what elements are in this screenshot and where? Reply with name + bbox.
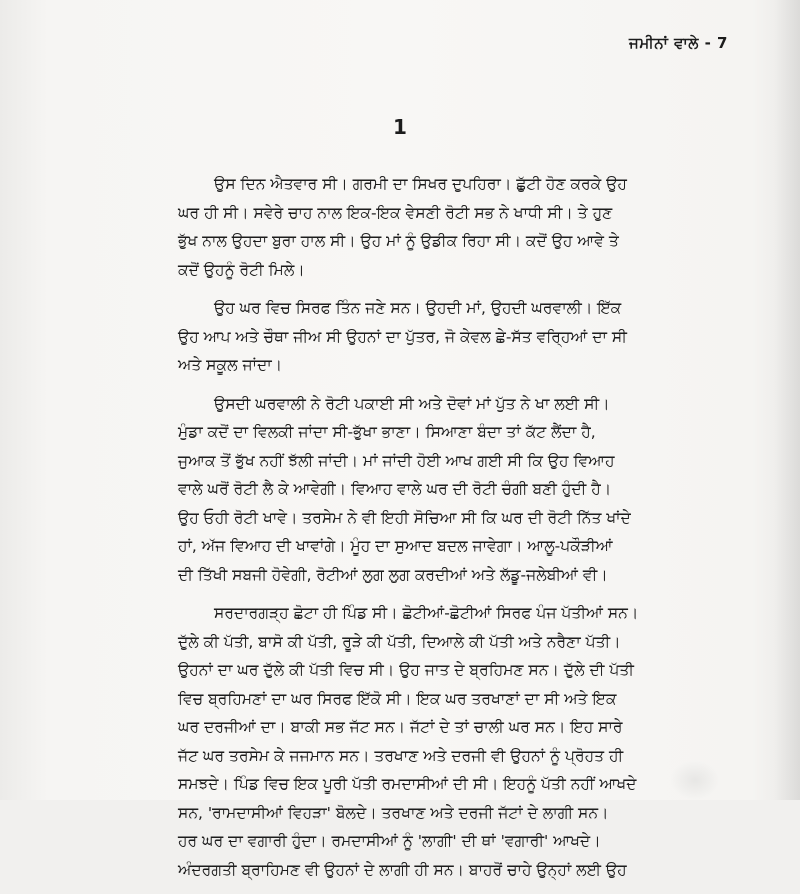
text-line: ਅਤੇ ਸਕੂਲ ਜਾਂਦਾ। — [178, 356, 283, 374]
text-line: ਘਰ ਦਰਜੀਆਂ ਦਾ। ਬਾਕੀ ਸਭ ਜੱਟ ਸਨ। ਜੱਟਾਂ ਦੇ ਤਾਂ ਚਾਲੀ ਘਰ ਸਨ। ਇਹ ਸਾਰੇ — [178, 718, 623, 736]
chapter-number: 1 — [393, 115, 407, 139]
text-line: ਦੁੱਲੇ ਕੀ ਪੱਤੀ, ਬਾਸੋ ਕੀ ਪੱਤੀ, ਰੂੜੇ ਕੀ ਪੱਤੀ, ਦਿਆਲੇ ਕੀ ਪੱਤੀ ਅਤੇ ਨਰੈਣਾ ਪੱਤੀ। — [178, 632, 621, 651]
text-line: ਮੁੰਡਾ ਕਦੋਂ ਦਾ ਵਿਲਕੀ ਜਾਂਦਾ ਸੀ-ਭੁੱਖਾ ਭਾਣਾ। ਸਿਆਣਾ ਬੰਦਾ ਤਾਂ ਕੱਟ ਲੈਂਦਾ ਹੈ, — [178, 423, 596, 441]
text-line: ਉਹਨਾਂ ਦਾ ਘਰ ਦੁੱਲੇ ਕੀ ਪੱਤੀ ਵਿਚ ਸੀ। ਉਹ ਜਾਤ ਦੇ ਬ੍ਰਹਿਮਣ ਸਨ। ਦੁੱਲੇ ਦੀ ਪੱਤੀ — [178, 661, 634, 679]
text-line: ਹਰ ਘਰ ਦਾ ਵਗਾਰੀ ਹੁੰਦਾ। ਰਮਦਾਸੀਆਂ ਨੂੰ 'ਲਾਗੀ' ਦੀ ਥਾਂ 'ਵਗਾਰੀ' ਆਖਦੇ। — [178, 832, 601, 850]
text-line: ਉਸ ਦਿਨ ਐਤਵਾਰ ਸੀ। ਗਰਮੀ ਦਾ ਸਿਖਰ ਦੁਪਹਿਰਾ। ਛੁੱਟੀ ਹੋਣ ਕਰਕੇ ਉਹ — [214, 175, 627, 193]
text-line: ਵਿਚ ਬ੍ਰਹਿਮਣਾਂ ਦਾ ਘਰ ਸਿਰਫ ਇੱਕੋ ਸੀ। ਇਕ ਘਰ ਤਰਖਾਣਾਂ ਦਾ ਸੀ ਅਤੇ ਇਕ — [178, 689, 617, 708]
text-line: ਉਹ ਘਰ ਵਿਚ ਸਿਰਫ ਤਿੰਨ ਜਣੇ ਸਨ। ਉਹਦੀ ਮਾਂ, ਉਹਦੀ ਘਰਵਾਲੀ। ਇੱਕ — [214, 299, 622, 317]
paragraph — [178, 390, 752, 590]
text-line: ਘਰ ਹੀ ਸੀ। ਸਵੇਰੇ ਚਾਹ ਨਾਲ ਇਕ-ਇਕ ਵੇਸਣੀ ਰੋਟੀ ਸਭ ਨੇ ਖਾਧੀ ਸੀ। ਤੇ ਹੁਣ — [178, 203, 613, 222]
text-line: ਦੀ ਤਿੱਖੀ ਸਬਜੀ ਹੋਵੇਗੀ, ਰੋਟੀਆਂ ਲੁਗ ਲੁਗ ਕਰਦੀਆਂ ਅਤੇ ਲੱਡੂ-ਜਲੇਬੀਆਂ ਵੀ। — [178, 565, 608, 584]
page-edge-shadow — [774, 0, 800, 800]
paragraph — [178, 599, 752, 884]
text-line: ਸਨ, 'ਰਾਮਦਾਸੀਆਂ ਵਿਹੜਾ' ਬੋਲਦੇ। ਤਰਖਾਣ ਅਤੇ ਦਰਜੀ ਜੱਟਾਂ ਦੇ ਲਾਗੀ ਸਨ। — [178, 803, 609, 822]
text-line: ਹਾਂ, ਅੱਜ ਵਿਆਹ ਦੀ ਖਾਵਾਂਗੇ। ਮੂੰਹ ਦਾ ਸੁਆਦ ਬਦਲ ਜਾਵੇਗਾ। ਆਲੂ-ਪਕੌੜੀਆਂ — [178, 537, 613, 555]
text-line: ਅੰਦਰਗਤੀ ਬ੍ਰਾਹਿਮਣ ਵੀ ਉਹਨਾਂ ਦੇ ਲਾਗੀ ਹੀ ਸਨ। ਬਾਹਰੋਂ ਚਾਹੇ ਉਨ੍ਹਾਂ ਲਈ ਉਹ — [178, 860, 627, 879]
paragraph — [178, 170, 752, 284]
text-line: ਭੁੱਖ ਨਾਲ ਉਹਦਾ ਬੁਰਾ ਹਾਲ ਸੀ। ਉਹ ਮਾਂ ਨੂੰ ਉਡੀਕ ਰਿਹਾ ਸੀ। ਕਦੋਂ ਉਹ ਆਵੇ ਤੇ — [178, 232, 619, 250]
text-line: ਵਾਲੇ ਘਰੋਂ ਰੋਟੀ ਲੈ ਕੇ ਆਵੇਗੀ। ਵਿਆਹ ਵਾਲੇ ਘਰ ਦੀ ਰੋਟੀ ਚੰਗੀ ਬਣੀ ਹੁੰਦੀ ਹੈ। — [178, 480, 612, 498]
text-line: ਜੱਟ ਘਰ ਤਰਸੇਮ ਕੇ ਜਜਮਾਨ ਸਨ। ਤਰਖਾਣ ਅਤੇ ਦਰਜੀ ਵੀ ਉਹਨਾਂ ਨੂੰ ਪ੍ਰੋਹਤ ਹੀ — [178, 746, 624, 765]
text-line: ਸਮਝਦੇ। ਪਿੰਡ ਵਿਚ ਇਕ ਪੂਰੀ ਪੱਤੀ ਰਮਦਾਸੀਆਂ ਦੀ ਸੀ। ਇਹਨੂੰ ਪੱਤੀ ਨਹੀਂ ਆਖਦੇ — [178, 775, 637, 793]
text-line: ਉਹ ਆਪ ਅਤੇ ਚੌਥਾ ਜੀਅ ਸੀ ਉਹਨਾਂ ਦਾ ਪੁੱਤਰ, ਜੋ ਕੇਵਲ ਛੇ-ਸੱਤ ਵਰ੍ਹਿਆਂ ਦਾ ਸੀ — [178, 327, 627, 346]
paragraph — [178, 294, 752, 380]
text-line: ਸਰਦਾਰਗੜ੍ਹ ਛੋਟਾ ਹੀ ਪਿੰਡ ਸੀ। ਛੋਟੀਆਂ-ਛੋਟੀਆਂ ਸਿਰਫ ਪੰਜ ਪੱਤੀਆਂ ਸਨ। — [214, 604, 639, 622]
page-smudge — [670, 760, 720, 800]
body-text — [178, 170, 752, 894]
text-line: ਉਸਦੀ ਘਰਵਾਲੀ ਨੇ ਰੋਟੀ ਪਕਾਈ ਸੀ ਅਤੇ ਦੋਵਾਂ ਮਾਂ ਪੁੱਤ ਨੇ ਖਾ ਲਈ ਸੀ। — [214, 394, 610, 413]
text-line: ਕਦੋਂ ਉਹਨੂੰ ਰੋਟੀ ਮਿਲੇ। — [178, 260, 305, 279]
text-line: ਉਹ ਓਹੀ ਰੋਟੀ ਖਾਵੇ। ਤਰਸੇਮ ਨੇ ਵੀ ਇਹੀ ਸੋਚਿਆ ਸੀ ਕਿ ਘਰ ਦੀ ਰੋਟੀ ਨਿੱਤ ਖਾਂਦੇ — [178, 508, 631, 527]
text-line: ਜੁਆਕ ਤੋਂ ਭੁੱਖ ਨਹੀਂ ਝੱਲੀ ਜਾਂਦੀ। ਮਾਂ ਜਾਂਦੀ ਹੋਈ ਆਖ ਗਈ ਸੀ ਕਿ ਉਹ ਵਿਆਹ — [178, 451, 615, 470]
running-head: ਜਮੀਨਾਂ ਵਾਲੇ - 7 — [629, 34, 728, 52]
